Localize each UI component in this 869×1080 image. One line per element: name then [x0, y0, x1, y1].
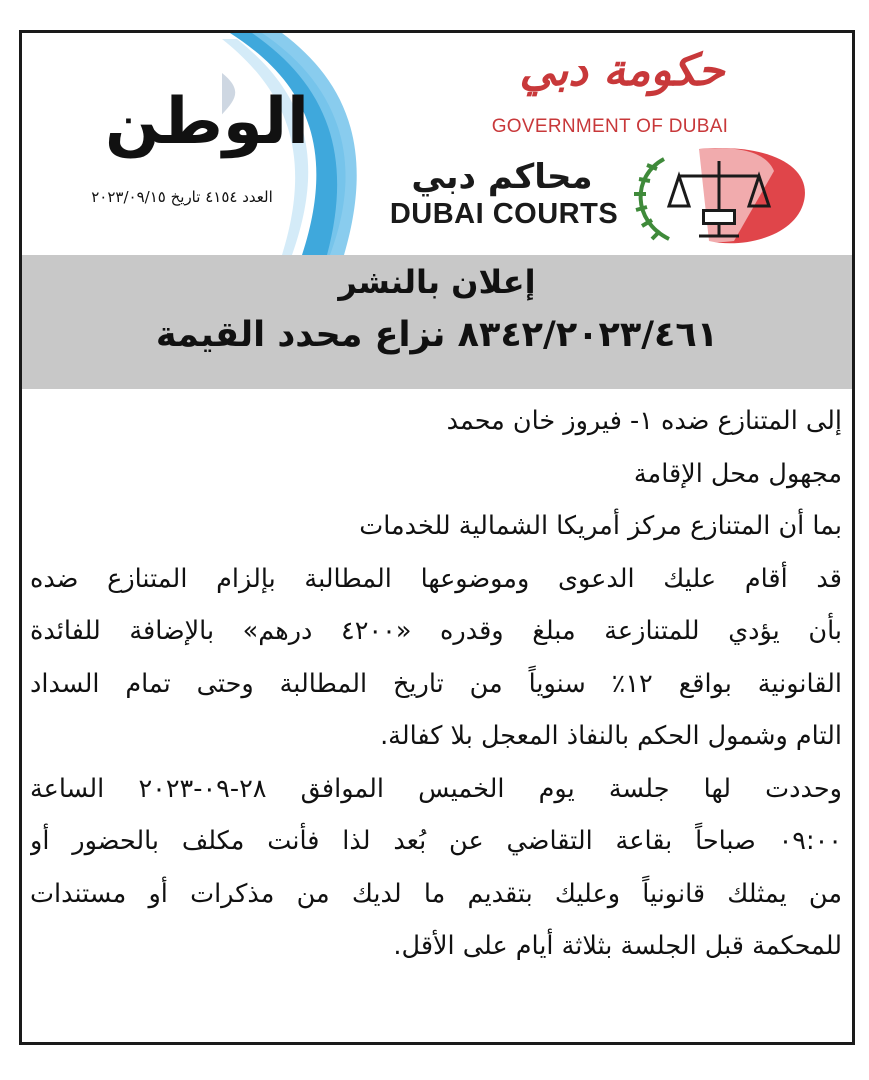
- dubai-courts-scales-emblem: [624, 141, 814, 251]
- notice-line-claimant: بما أن المتنازع مركز أمريكا الشمالية للخدمات: [359, 511, 842, 541]
- notice-line: للمحكمة قبل الجلسة بثلاثة أيام على الأقل.: [393, 931, 842, 961]
- notice-line: بأن يؤدي للمتنازعة مبلغ وقدره «٤٢٠٠ درهم» بالإضافة للفائدة: [30, 616, 842, 646]
- notice-line: القانونية بواقع ١٢٪ سنوياً من تاريخ المطالبة وحتى تمام السداد: [30, 668, 842, 699]
- notice-line: قد أقام عليك الدعوى وموضوعها المطالبة بإلزام المتنازع ضده: [30, 563, 842, 594]
- notice-body: [30, 395, 842, 973]
- issue-number-date: العدد ٤١٥٤ تاريخ ٢٠٢٣/٠٩/١٥: [91, 188, 273, 206]
- notice-title-band: [22, 255, 852, 389]
- notice-title: إعلان بالنشر: [338, 263, 536, 301]
- notice-line-residence: مجهول محل الإقامة: [633, 458, 842, 489]
- notice-line: التام وشمول الحكم بالنفاذ المعجل بلا كفالة.: [380, 721, 842, 751]
- dubai-courts-english: DUBAI COURTS: [389, 198, 619, 230]
- notice-frame: [19, 30, 855, 1045]
- notice-line: من يمثلك قانونياً وعليك بتقديم ما لديك من مذكرات أو مستندات: [30, 878, 842, 909]
- government-of-dubai-arabic-logo: حكومة دبي: [519, 45, 725, 96]
- notice-line: وحددت لها جلسة يوم الخميس الموافق ٢٨-٠٩-٢٠٢٣ الساعة: [30, 773, 842, 804]
- government-of-dubai-english: GOVERNMENT OF DUBAI: [491, 116, 729, 137]
- case-number-line: ٨٣٤٢/٢٠٢٣/٤٦١ نزاع محدد القيمة: [155, 315, 719, 355]
- notice-line: ٠٩:٠٠ صباحاً بقاعة التقاضي عن بُعد لذا فأنت مكلف بالحضور أو: [30, 826, 842, 856]
- notice-line-recipient: إلى المتنازع ضده ١- فيروز خان محمد: [446, 406, 842, 436]
- newspaper-logo: الوطن: [105, 85, 309, 159]
- dubai-courts-arabic: محاكم دبي: [411, 157, 593, 197]
